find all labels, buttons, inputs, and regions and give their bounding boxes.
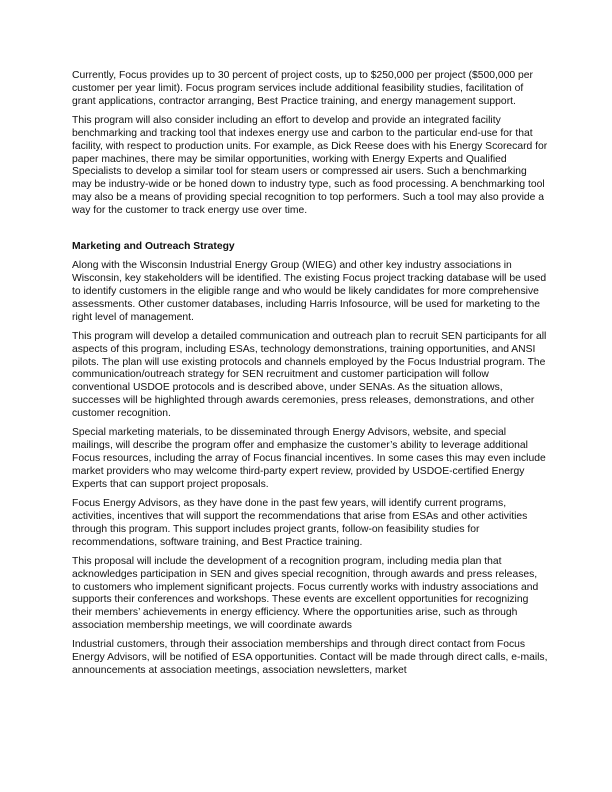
section-heading-marketing-outreach: Marketing and Outreach Strategy [72,240,235,252]
paragraph-benchmarking-tool: This program will also consider including an effort to develop and provide an integrated facility benchmarking and tracking tool that indexes energy use and carbon to the particular end-use for that facility, with respect to production units. For example, as Dick Reese does with his Energy Scorecard for paper machines, there may be similar opportunities, working with Energy Experts and Qualified Specialists to develop a similar tool for steam users or compressed air users. Such a benchmarking may be industry-wide or be honed down to industry type, such as food processing. A benchmarking tool may also be a means of providing special recognition to top performers. Such a tool may also provide a way for the customer to track energy use over time. [72,115,548,216]
paragraph-recognition-program: This proposal will include the development of a recognition program, including media plan that acknowledges participation in SEN and gives special recognition, through awards and press releases, to customers who implement significant projects. Focus currently works with industry associations and supports their conferences and workshops. These events are excellent opportunities for recognizing their members’ achievements in energy efficiency. Where the opportunities arise, such as through association membership meetings, we will coordinate awards [72,555,539,632]
paragraph-stakeholders: Along with the Wisconsin Industrial Energy Group (WIEG) and other key industry associations in Wisconsin, key stakeholders will be identified. The existing Focus project tracking database will be used to identify customers in the eligible range and who would be likely candidates for more comprehensive assessments. Other customer databases, including Harris Infosource, will be used for marketing to the right level of management. [72,260,547,323]
paragraph-project-costs: Currently, Focus provides up to 30 percent of project costs, up to $250,000 per project ($500,000 per customer per year limit). Focus program services include additional feasibility studies, facilitation of grant applications, contractor arranging, Best Practice training, and energy management support. [72,70,533,107]
paragraph-energy-advisors: Focus Energy Advisors, as they have done in the past few years, will identify current programs, activities, incentives that will support the recommendations that arise from ESAs and other activities through this program. This support includes project grants, follow-on feasibility studies for recommendations, software training, and Best Practice training. [72,497,528,548]
paragraph-industrial-customers: Industrial customers, through their association memberships and through direct contact from Focus Energy Advisors, will be notified of ESA opportunities. Contact will be made through direct calls, e-mails, announcements at association meetings, association newsletters, market [72,639,548,677]
paragraph-communication-plan: This program will develop a detailed communication and outreach plan to recruit SEN participants for all aspects of this program, including ESAs, technology demonstrations, training opportunities, and ANSI pilots. The plan will use existing protocols and channels employed by the Focus Industrial program. The communication/outreach strategy for SEN recruitment and customer participation will follow conventional USDOE protocols and is described above, under SENAs. As the situation allows, successes will be highlighted through awards ceremonies, press releases, demonstrations, and other customer recognition. [72,330,547,419]
document-page [72,70,548,684]
paragraph-marketing-materials: Special marketing materials, to be disseminated through Energy Advisors, website, and special mailings, will describe the program offer and emphasize the customer’s ability to leverage additional Focus resources, including the array of Focus financial incentives. In some cases this may even include market providers who may welcome third-party expert review, provided by USDOE-certified Energy Experts that can support project proposals. [72,427,546,490]
